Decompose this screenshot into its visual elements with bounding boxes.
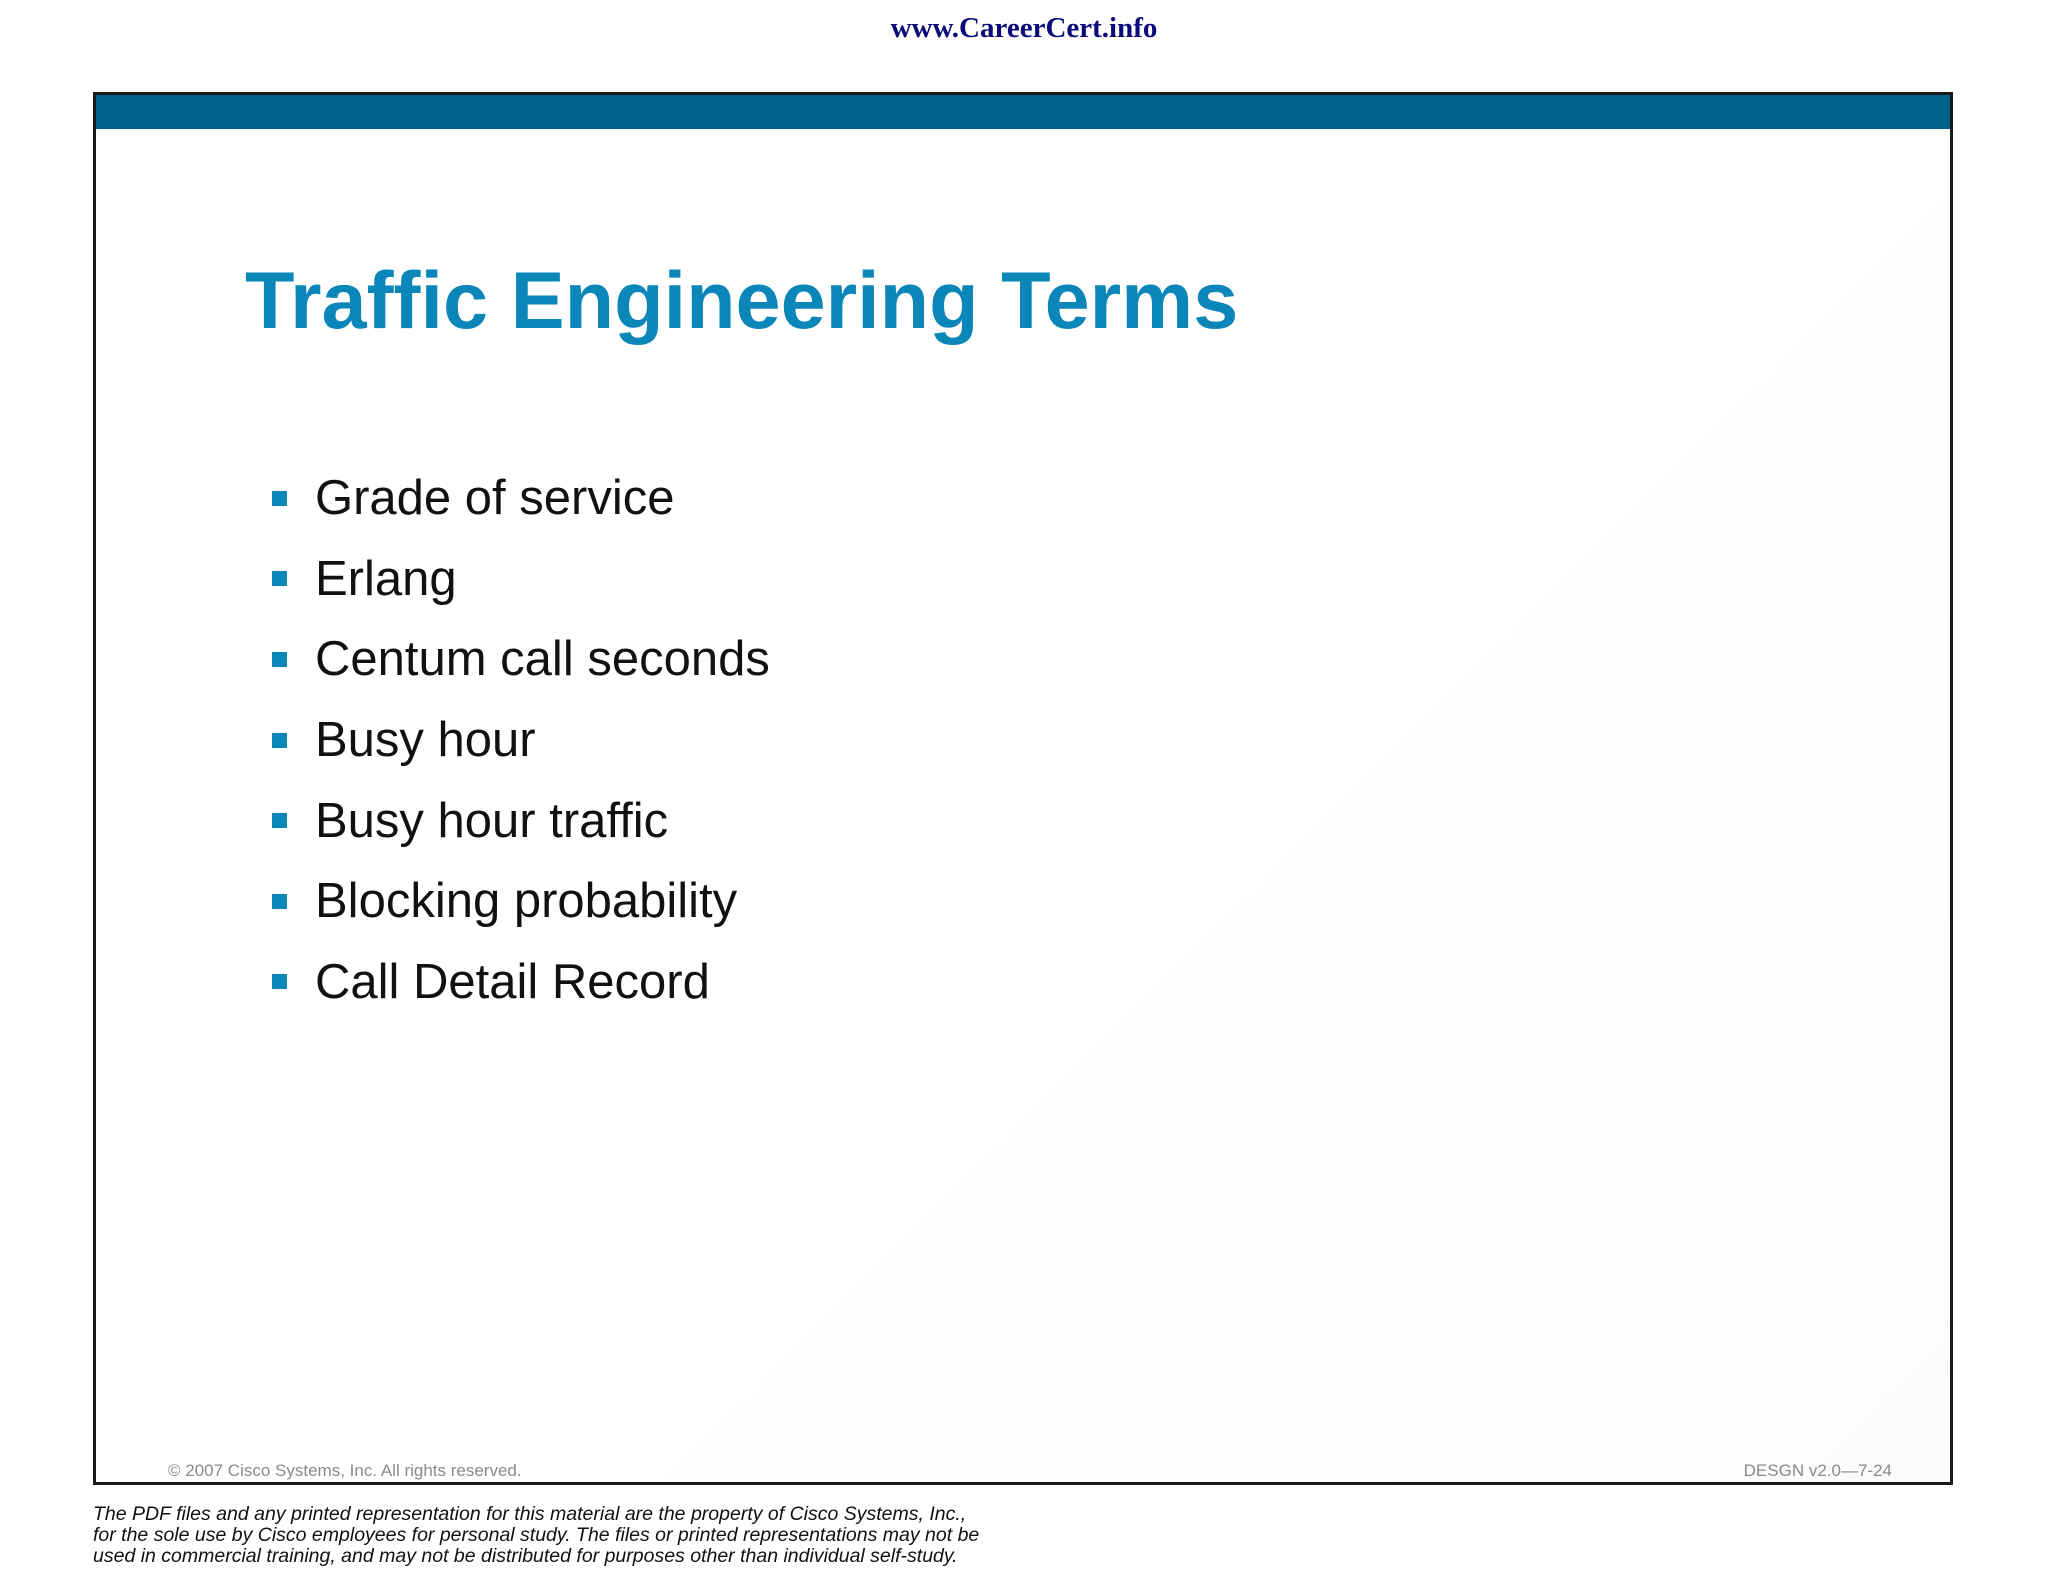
bullet-text: Busy hour xyxy=(315,713,536,768)
slide-title: Traffic Engineering Terms xyxy=(245,256,1239,346)
slide xyxy=(93,92,1953,1485)
site-link[interactable]: www.CareerCert.info xyxy=(890,12,1158,44)
square-bullet-icon xyxy=(272,813,287,828)
copyright-notice: © 2007 Cisco Systems, Inc. All rights reserved. xyxy=(168,1461,522,1480)
slide-top-bar xyxy=(96,95,1950,129)
bullet-text: Centum call seconds xyxy=(315,632,770,687)
bullet-text: Erlang xyxy=(315,551,457,606)
square-bullet-icon xyxy=(272,571,287,586)
bullet-item xyxy=(272,861,770,942)
disclaimer-line: for the sole use by Cisco employees for personal study. The files or printed representations may not be xyxy=(93,1524,980,1546)
square-bullet-icon xyxy=(272,974,287,989)
bullet-text: Grade of service xyxy=(315,471,675,526)
bullet-item xyxy=(272,942,770,1023)
disclaimer-line: used in commercial training, and may not be distributed for purposes other than individual self-study. xyxy=(93,1545,958,1567)
disclaimer xyxy=(93,1504,979,1567)
bullet-text: Blocking probability xyxy=(315,874,738,929)
course-code: DESGN v2.0—7-24 xyxy=(1743,1461,1892,1480)
square-bullet-icon xyxy=(272,733,287,748)
disclaimer-line: The PDF files and any printed representation for this material are the property of Cisco Systems, Inc., xyxy=(93,1503,967,1525)
bullet-list xyxy=(272,458,770,1022)
square-bullet-icon xyxy=(272,491,287,506)
square-bullet-icon xyxy=(272,652,287,667)
bullet-item xyxy=(272,700,770,781)
square-bullet-icon xyxy=(272,894,287,909)
bullet-text: Busy hour traffic xyxy=(315,793,669,848)
bullet-item xyxy=(272,539,770,620)
bullet-item xyxy=(272,458,770,539)
bullet-text: Call Detail Record xyxy=(315,954,710,1009)
bullet-item xyxy=(272,619,770,700)
bullet-item xyxy=(272,780,770,861)
